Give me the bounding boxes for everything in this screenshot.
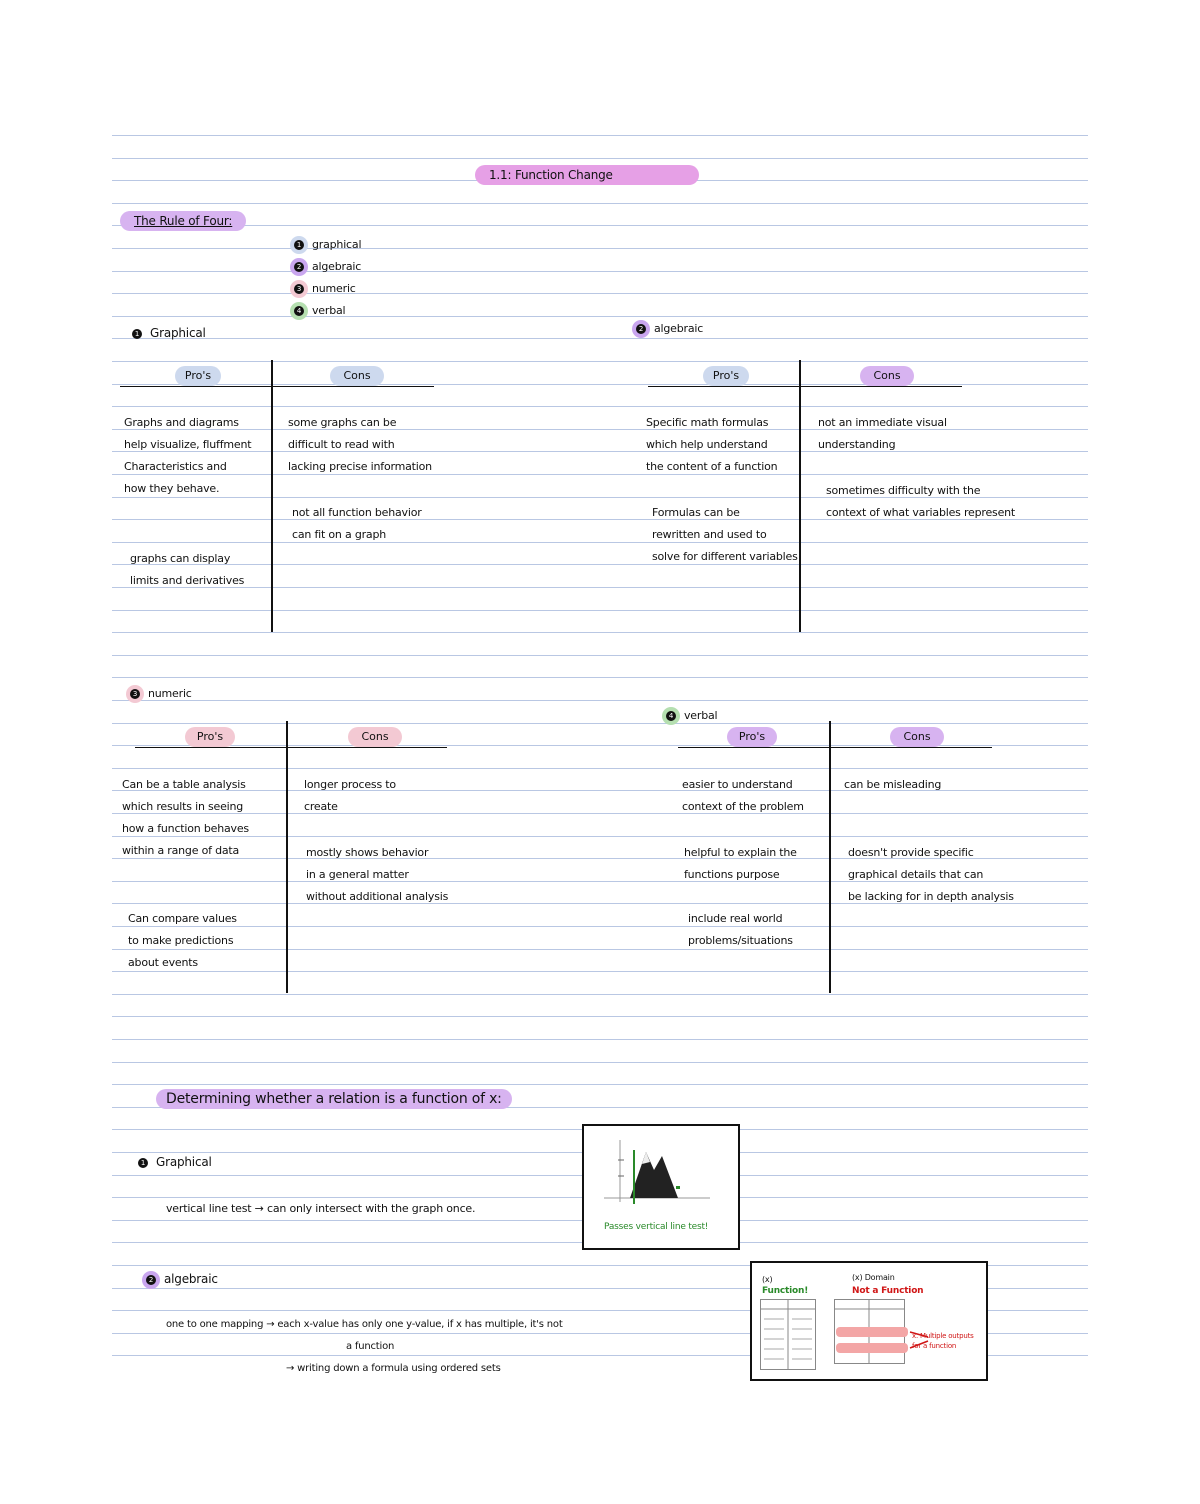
numeric-table-divider bbox=[286, 721, 288, 993]
verbal-section-heading: 4 verbal bbox=[662, 705, 717, 727]
verbal-con-2: doesn't provide specific graphical details that can be lacking for in depth analysis bbox=[848, 846, 1014, 903]
number-two-icon: 2 bbox=[632, 320, 650, 338]
numeric-pro-1: Can be a table analysis which results in seeing how a function behaves within a range of data bbox=[122, 778, 249, 857]
number-four-icon: 4 bbox=[662, 707, 680, 725]
algebraic-con-1: not an immediate visual understanding bbox=[818, 416, 947, 451]
ruled-line bbox=[112, 135, 1088, 136]
ruled-line bbox=[112, 406, 1088, 407]
algebraic-section-heading: 2 algebraic bbox=[632, 318, 703, 340]
numeric-cons-label: Cons bbox=[348, 727, 402, 747]
graphical-table-header-line bbox=[120, 386, 434, 387]
ruled-line bbox=[112, 655, 1088, 656]
ruled-line bbox=[112, 564, 1088, 565]
page-title-text: 1.1: Function Change bbox=[489, 168, 613, 182]
algebraic-pros-label: Pro's bbox=[703, 366, 749, 386]
rule-item-verbal: 4 verbal bbox=[290, 300, 345, 322]
ruled-line bbox=[112, 813, 1088, 814]
numeric-con-2: mostly shows behavior in a general matter without additional analysis bbox=[306, 846, 449, 903]
verbal-con-1: can be misleading bbox=[844, 778, 942, 791]
ruled-line bbox=[112, 316, 1088, 317]
numeric-pros-label: Pro's bbox=[185, 727, 235, 747]
ruled-line bbox=[112, 949, 1088, 950]
rule-item-algebraic: 2 algebraic bbox=[290, 256, 361, 278]
determining-algebraic-label: 2 algebraic bbox=[142, 1268, 218, 1290]
ruled-line bbox=[112, 1084, 1088, 1085]
graphical-table-divider bbox=[271, 360, 273, 632]
not-function-title: Not a Function bbox=[852, 1286, 924, 1296]
function-title: Function! bbox=[762, 1286, 809, 1296]
mapping-text-cont: a function bbox=[346, 1341, 395, 1352]
number-four-icon: 4 bbox=[290, 302, 308, 320]
vertical-line-test-text: vertical line test → can only intersect with the graph once. bbox=[166, 1202, 476, 1215]
ruled-line bbox=[112, 271, 1088, 272]
ruled-line bbox=[112, 293, 1088, 294]
number-three-icon: 3 bbox=[290, 280, 308, 298]
graphical-pros-label: Pro's bbox=[175, 366, 221, 386]
graphical-con-1: some graphs can be difficult to read with lacking precise information bbox=[288, 416, 432, 473]
mapping-text: one to one mapping → each x-value has only one y-value, if x has multiple, it's not bbox=[166, 1319, 563, 1330]
ruled-line bbox=[112, 361, 1088, 362]
ruled-line bbox=[112, 926, 1088, 927]
ruled-line bbox=[112, 1039, 1088, 1040]
ruled-line bbox=[112, 225, 1088, 226]
rule-item-numeric: 3 numeric bbox=[290, 278, 356, 300]
algebraic-table-header-line bbox=[648, 386, 962, 387]
verbal-pro-3: include real world problems/situations bbox=[688, 912, 793, 947]
ruled-line bbox=[112, 836, 1088, 837]
ruled-line bbox=[112, 723, 1088, 724]
ruled-line bbox=[112, 677, 1088, 678]
ruled-line bbox=[112, 384, 1088, 385]
verbal-pro-2: helpful to explain the functions purpose bbox=[684, 846, 797, 881]
ruled-line bbox=[112, 248, 1088, 249]
vertical-line-test-image bbox=[582, 1124, 740, 1250]
ruled-line bbox=[112, 203, 1088, 204]
numeric-pro-2: Can compare values to make predictions about events bbox=[128, 912, 237, 969]
graphical-cons-label: Cons bbox=[330, 366, 384, 386]
graphical-con-2: not all function behavior can fit on a graph bbox=[292, 506, 422, 541]
graphical-pro-2: graphs can display limits and derivatives bbox=[130, 552, 245, 587]
graphical-pro-1: Graphs and diagrams help visualize, fluffment Characteristics and how they behave. bbox=[124, 416, 252, 495]
ruled-line bbox=[112, 158, 1088, 159]
ruled-line bbox=[112, 474, 1088, 475]
algebraic-pro-1: Specific math formulas which help understand the content of a function bbox=[646, 416, 778, 473]
ruled-line bbox=[112, 994, 1088, 995]
determining-heading: Determining whether a relation is a function of x: bbox=[156, 1089, 512, 1109]
ruled-line bbox=[112, 632, 1088, 633]
algebraic-table-divider bbox=[799, 360, 801, 632]
algebraic-cons-label: Cons bbox=[860, 366, 914, 386]
ruled-line bbox=[112, 610, 1088, 611]
ruled-line bbox=[112, 790, 1088, 791]
number-three-icon: 3 bbox=[126, 685, 144, 703]
verbal-pros-label: Pro's bbox=[727, 727, 777, 747]
ruled-line bbox=[112, 700, 1088, 701]
number-one-icon: 1 bbox=[290, 236, 308, 254]
rule-of-four-heading: The Rule of Four: bbox=[120, 211, 246, 231]
algebraic-con-2: sometimes difficulty with the context of what variables represent bbox=[826, 484, 1016, 519]
ruled-line bbox=[112, 1016, 1088, 1017]
function-mapping-table bbox=[760, 1299, 816, 1371]
mapping-right-header: (x) Domain bbox=[852, 1273, 895, 1282]
ruled-line bbox=[112, 1062, 1088, 1063]
verbal-table-divider bbox=[829, 721, 831, 993]
vertical-line-test-caption: Passes vertical line test! bbox=[604, 1222, 709, 1232]
number-two-icon: 2 bbox=[290, 258, 308, 276]
ruled-line bbox=[112, 338, 1088, 339]
ruled-line bbox=[112, 971, 1088, 972]
number-one-icon: 1 bbox=[128, 325, 146, 343]
graphical-section-heading: 1 Graphical bbox=[128, 322, 206, 344]
determining-graphical-label: 1 Graphical bbox=[134, 1151, 212, 1173]
numeric-table-header-line bbox=[135, 747, 447, 748]
ruled-line bbox=[112, 587, 1088, 588]
numeric-section-heading: 3 numeric bbox=[126, 683, 192, 705]
number-two-icon: 2 bbox=[142, 1271, 160, 1289]
numeric-con-1: longer process to create bbox=[304, 778, 396, 813]
rule-item-graphical: 1 graphical bbox=[290, 234, 361, 256]
page-title bbox=[475, 165, 699, 185]
verbal-pro-1: easier to understand context of the problem bbox=[682, 778, 804, 813]
ruled-line bbox=[112, 768, 1088, 769]
ordered-sets-text: → writing down a formula using ordered sets bbox=[286, 1363, 501, 1374]
multiple-outputs-note: x. Multiple outputs for a function bbox=[912, 1332, 974, 1350]
ruled-line bbox=[112, 542, 1088, 543]
verbal-cons-label: Cons bbox=[890, 727, 944, 747]
algebraic-pro-2: Formulas can be rewritten and used to solve for different variables bbox=[652, 506, 798, 563]
verbal-table-header-line bbox=[678, 747, 992, 748]
number-one-icon: 1 bbox=[134, 1154, 152, 1172]
mapping-left-header: (x) bbox=[762, 1275, 773, 1284]
mapping-diagram-image bbox=[750, 1261, 988, 1381]
